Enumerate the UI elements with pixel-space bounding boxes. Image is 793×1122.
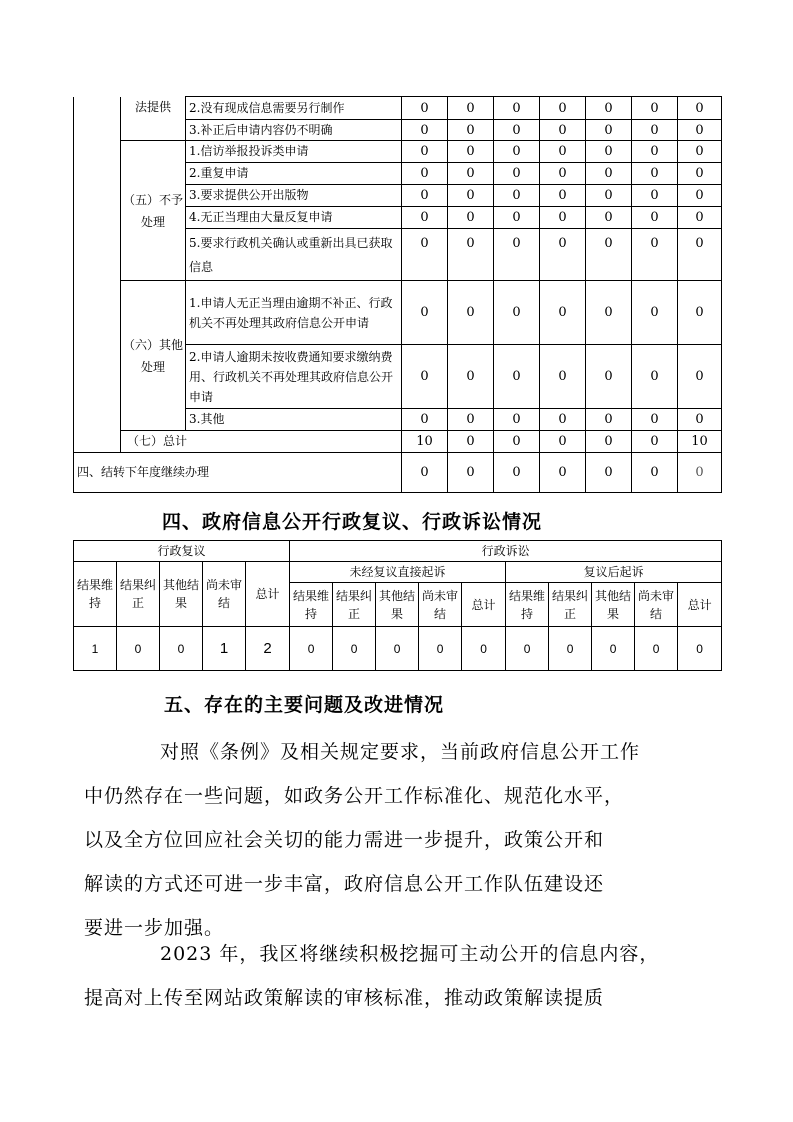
value-cell: 0 (494, 229, 540, 281)
section-heading: 四、政府信息公开行政复议、行政诉讼情况 (162, 511, 543, 533)
value-cell: 0 (402, 97, 448, 120)
value-cell: 0 (117, 627, 160, 671)
item-cell: 5.要求行政机关确认或重新出具已获取信息 (186, 229, 402, 281)
value-cell: 0 (376, 627, 419, 671)
value-cell: 0 (540, 229, 586, 281)
value-cell: 0 (678, 627, 722, 671)
column-header: 其他结果 (376, 583, 419, 627)
review-litigation-table (73, 540, 722, 671)
total-label: （七）总计 (121, 431, 402, 453)
value-cell: 0 (540, 185, 586, 207)
value-cell: 0 (448, 207, 494, 229)
value-cell: 0 (448, 97, 494, 120)
value-cell: 0 (678, 229, 722, 281)
column-header: 总计 (462, 583, 506, 627)
value-cell: 0 (494, 97, 540, 120)
item-cell: 2.重复申请 (186, 163, 402, 185)
value-cell: 0 (678, 185, 722, 207)
value-cell: 0 (402, 453, 448, 493)
value-cell: 0 (160, 627, 203, 671)
table-header-row (74, 562, 722, 583)
value-cell: 0 (540, 120, 586, 141)
value-cell: 2 (246, 627, 290, 671)
application-handling-table (73, 96, 722, 493)
item-cell: 1.信访举报投诉类申请 (186, 141, 402, 163)
value-cell: 0 (540, 207, 586, 229)
value-cell: 0 (586, 185, 632, 207)
value-cell: 0 (586, 229, 632, 281)
value-cell: 0 (632, 185, 678, 207)
value-cell: 0 (586, 97, 632, 120)
value-cell: 0 (333, 627, 376, 671)
paragraph-line: 中仍然存在一些问题，如政务公开工作标准化、规范化水平， (84, 785, 625, 807)
column-header: 尚未审结 (635, 583, 678, 627)
column-header: 总计 (678, 583, 722, 627)
value-cell: 0 (402, 163, 448, 185)
column-header: 结果维持 (290, 583, 333, 627)
value-cell: 0 (586, 409, 632, 431)
column-header: 结果纠正 (333, 583, 376, 627)
value-cell: 0 (540, 409, 586, 431)
value-cell: 10 (402, 431, 448, 453)
item-cell: 3.补正后申请内容仍不明确 (186, 120, 402, 141)
value-cell: 0 (632, 281, 678, 345)
item-cell: 3.其他 (186, 409, 402, 431)
value-cell: 0 (632, 453, 678, 493)
value-cell: 0 (540, 97, 586, 120)
value-cell: 1 (74, 627, 117, 671)
paragraph-line: 2023 年，我区将继续积极挖掘可主动公开的信息内容， (160, 943, 660, 965)
value-cell: 0 (540, 281, 586, 345)
value-cell: 0 (586, 281, 632, 345)
value-cell: 0 (540, 141, 586, 163)
value-cell: 0 (632, 431, 678, 453)
value-cell: 0 (678, 120, 722, 141)
value-cell: 0 (592, 627, 635, 671)
value-cell: 0 (632, 120, 678, 141)
value-cell: 0 (678, 97, 722, 120)
column-header: 结果纠正 (549, 583, 592, 627)
value-cell: 0 (540, 453, 586, 493)
value-cell: 0 (494, 185, 540, 207)
value-cell: 0 (678, 207, 722, 229)
value-cell: 0 (678, 453, 722, 493)
value-cell: 0 (402, 229, 448, 281)
table-row (74, 141, 722, 163)
paragraph-line: 解读的方式还可进一步丰富，政府信息公开工作队伍建设还 (84, 873, 605, 895)
value-cell: 0 (632, 409, 678, 431)
value-cell: 0 (540, 431, 586, 453)
value-cell: 0 (586, 345, 632, 409)
value-cell: 0 (448, 453, 494, 493)
item-cell: 2.没有现成信息需要另行制作 (186, 97, 402, 120)
value-cell: 0 (402, 207, 448, 229)
value-cell: 0 (402, 345, 448, 409)
column-header: 结果维持 (74, 562, 117, 627)
value-cell: 0 (448, 409, 494, 431)
value-cell: 0 (632, 163, 678, 185)
value-cell: 0 (678, 409, 722, 431)
value-cell: 0 (494, 409, 540, 431)
value-cell: 0 (448, 229, 494, 281)
value-cell: 0 (586, 163, 632, 185)
value-cell: 0 (586, 431, 632, 453)
litigation-header: 行政诉讼 (290, 541, 722, 562)
value-cell: 0 (678, 163, 722, 185)
value-cell: 0 (494, 431, 540, 453)
value-cell: 0 (402, 141, 448, 163)
value-cell: 0 (419, 627, 462, 671)
value-cell: 0 (586, 453, 632, 493)
value-cell: 0 (586, 141, 632, 163)
body-paragraph (84, 932, 722, 1020)
value-cell: 0 (586, 207, 632, 229)
value-cell: 0 (678, 141, 722, 163)
value-cell: 0 (402, 120, 448, 141)
value-cell: 0 (632, 207, 678, 229)
value-cell: 0 (678, 281, 722, 345)
value-cell: 0 (632, 97, 678, 120)
column-header: 结果纠正 (117, 562, 160, 627)
direct-suit-header: 未经复议直接起诉 (290, 562, 506, 583)
after-review-header: 复议后起诉 (506, 562, 722, 583)
value-cell: 0 (632, 345, 678, 409)
table-header-row (74, 541, 722, 562)
value-cell: 0 (549, 627, 592, 671)
value-cell: 0 (494, 120, 540, 141)
value-cell: 0 (448, 141, 494, 163)
value-cell: 0 (494, 141, 540, 163)
value-cell: 0 (494, 345, 540, 409)
value-cell: 0 (402, 185, 448, 207)
value-cell: 0 (635, 627, 678, 671)
carryover-row (74, 453, 722, 493)
item-cell: 2.申请人逾期未按收费通知要求缴纳费用、行政机关不再处理其政府信息公开申请 (186, 345, 402, 409)
value-cell: 10 (678, 431, 722, 453)
value-cell: 0 (402, 281, 448, 345)
category-cell: （六）其他处理 (121, 281, 186, 431)
item-cell: 1.申请人无正当理由逾期不补正、行政机关不再处理其政府信息公开申请 (186, 281, 402, 345)
column-header: 其他结果 (592, 583, 635, 627)
body-paragraph (84, 730, 722, 950)
review-header: 行政复议 (74, 541, 290, 562)
value-cell: 0 (402, 409, 448, 431)
value-cell: 0 (448, 431, 494, 453)
value-cell: 0 (540, 163, 586, 185)
value-cell: 0 (448, 163, 494, 185)
column-header: 其他结果 (160, 562, 203, 627)
column-header: 总计 (246, 562, 290, 627)
item-cell: 4.无正当理由大量反复申请 (186, 207, 402, 229)
paragraph-line: 对照《条例》及相关规定要求，当前政府信息公开工作 (160, 741, 641, 763)
value-cell: 0 (494, 163, 540, 185)
paragraph-line: 要进一步加强。 (84, 917, 225, 939)
category-cell: 法提供 (121, 97, 186, 141)
column-header: 结果维持 (506, 583, 549, 627)
value-cell: 0 (632, 141, 678, 163)
value-cell: 0 (462, 627, 506, 671)
value-cell: 0 (494, 207, 540, 229)
item-cell: 3.要求提供公开出版物 (186, 185, 402, 207)
value-cell: 0 (506, 627, 549, 671)
value-cell: 0 (448, 120, 494, 141)
paragraph-line: 提高对上传至网站政策解读的审核标准，推动政策解读提质 (84, 987, 605, 1009)
value-cell: 0 (678, 345, 722, 409)
value-cell: 0 (448, 185, 494, 207)
value-cell: 0 (494, 281, 540, 345)
table-row (74, 627, 722, 671)
column-header: 尚未审结 (203, 562, 246, 627)
paragraph-line: 以及全方位回应社会关切的能力需进一步提升，政策公开和 (84, 829, 605, 851)
total-row (74, 431, 722, 453)
section-heading: 五、存在的主要问题及改进情况 (164, 694, 445, 716)
table-row (74, 97, 722, 120)
value-cell: 1 (203, 627, 246, 671)
value-cell: 0 (290, 627, 333, 671)
value-cell: 0 (448, 281, 494, 345)
value-cell: 0 (586, 120, 632, 141)
value-cell: 0 (494, 453, 540, 493)
category-cell: （五）不予处理 (121, 141, 186, 281)
table-row (74, 281, 722, 345)
blank-cell (74, 97, 121, 453)
value-cell: 0 (448, 345, 494, 409)
carryover-label: 四、结转下年度继续办理 (74, 453, 402, 493)
value-cell: 0 (632, 229, 678, 281)
column-header: 尚未审结 (419, 583, 462, 627)
value-cell: 0 (540, 345, 586, 409)
